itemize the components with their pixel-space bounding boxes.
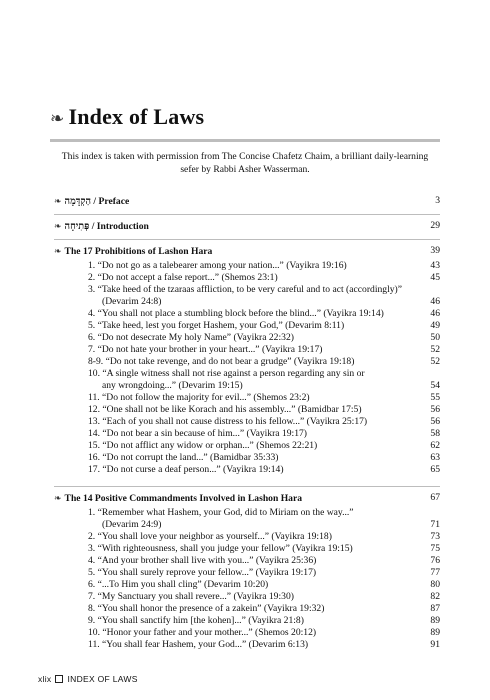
entry-text: 15. “Do not afflict any widow or orphan...” (Shemos 22:21) (88, 440, 318, 451)
entry-text: 11. “Do not follow the majority for evil...” (Shemos 23:2) (88, 392, 310, 403)
entry-text: 6. “Do not desecrate My holy Name” (Vayikra 22:32) (88, 332, 294, 343)
list-item[interactable] (54, 507, 440, 531)
list-item[interactable] (54, 543, 440, 555)
leaf-ornament-icon: ❧ (50, 109, 65, 128)
square-bullet-icon (55, 675, 63, 683)
entry-text: 17. “Do not curse a deaf person...” (Vayikra 19:14) (88, 464, 284, 475)
entry-text: 5. “Take heed, lest you forget Hashem, your God,” (Devarim 8:11) (88, 320, 345, 331)
list-item[interactable] (54, 615, 440, 627)
toc-prohibitions[interactable]: ❧ The 17 Prohibitions of Lashon Hara 39 (54, 242, 440, 260)
page-number: 89 (430, 615, 440, 626)
page-number: 65 (430, 464, 440, 475)
prohibitions-list (54, 260, 440, 476)
list-item[interactable] (54, 567, 440, 579)
page-footer: xlix INDEX OF LAWS (38, 674, 138, 684)
list-item[interactable] (54, 428, 440, 440)
list-item[interactable] (54, 368, 440, 392)
list-item[interactable] (54, 260, 440, 272)
leaf-ornament-icon: ❧ (54, 246, 62, 256)
page-number: 67 (430, 492, 440, 503)
intro-text: This index is taken with permission from The Concise Chafetz Chaim, a brilliant daily-learning sefer by Rabbi Asher Wasserman. (61, 151, 429, 175)
list-item[interactable] (54, 627, 440, 639)
page-number: 49 (430, 320, 440, 331)
list-item[interactable] (54, 555, 440, 567)
entry-text: 3. “With righteousness, shall you judge your fellow” (Vayikra 19:15) (88, 543, 353, 554)
page-number: 43 (430, 260, 440, 271)
toc-introduction[interactable]: ❧ פְּתִיחָה / Introduction 29 (54, 217, 440, 235)
entry-text: 2. “You shall love your neighbor as yourself...” (Vayikra 19:18) (88, 531, 332, 542)
entry-text-continued: (Devarim 24:8) (102, 296, 162, 307)
table-of-contents (54, 192, 440, 651)
list-item[interactable] (54, 440, 440, 452)
list-item[interactable] (54, 356, 440, 368)
divider (54, 239, 440, 240)
page-number: 45 (430, 272, 440, 283)
entry-text: 16. “Do not corrupt the land...” (Bamidbar 35:33) (88, 452, 279, 463)
entry-text: 2. “Do not accept a false report...” (Shemos 23:1) (88, 272, 278, 283)
list-item[interactable] (54, 579, 440, 591)
entry-text: 14. “Do not bear a sin because of him...” (Vayikra 19:17) (88, 428, 307, 439)
list-item[interactable] (54, 404, 440, 416)
page-number: 3 (435, 195, 440, 206)
entry-text-continued: any wrongdoing...” (Devarim 19:15) (102, 380, 243, 391)
entry-text: 13. “Each of you shall not cause distress to his fellow...” (Vayikra 25:17) (88, 416, 368, 427)
leaf-ornament-icon: ❧ (54, 196, 62, 206)
entry-text: 12. “One shall not be like Korach and his assembly...” (Bamidbar 17:5) (88, 404, 362, 415)
page-number: 52 (430, 356, 440, 367)
page-number: 29 (430, 220, 440, 231)
divider (54, 486, 440, 487)
page-number: 75 (430, 543, 440, 554)
list-item[interactable] (54, 416, 440, 428)
page-number: 71 (430, 519, 440, 530)
entry-text: 8. “You shall honor the presence of a zakein” (Vayikra 19:32) (88, 603, 325, 614)
entry-text: 4. “And your brother shall live with you...” (Vayikra 25:36) (88, 555, 317, 566)
page-number: 77 (430, 567, 440, 578)
entry-text: 4. “You shall not place a stumbling block before the blind...” (Vayikra 19:14) (88, 308, 384, 319)
list-item[interactable] (54, 639, 440, 651)
list-item[interactable] (54, 332, 440, 344)
page-title: ❧ Index of Laws (50, 104, 205, 129)
list-item[interactable] (54, 392, 440, 404)
list-item[interactable] (54, 284, 440, 308)
entry-text: 10. “A single witness shall not rise against a person regarding any sin or (88, 368, 365, 379)
page-number: 58 (430, 428, 440, 439)
toc-commandments[interactable]: ❧ The 14 Positive Commandments Involved in Lashon Hara 67 (54, 489, 440, 507)
page-number: 76 (430, 555, 440, 566)
list-item[interactable] (54, 272, 440, 284)
page-number: 91 (430, 639, 440, 650)
divider (54, 214, 440, 215)
entry-text: 7. “Do not hate your brother in your heart...” (Vayikra 19:17) (88, 344, 323, 355)
page-number: 56 (430, 404, 440, 415)
list-item[interactable] (54, 464, 440, 476)
page-number: 46 (430, 308, 440, 319)
page-number: 63 (430, 452, 440, 463)
list-item[interactable] (54, 531, 440, 543)
page-number: 39 (430, 245, 440, 256)
page-number: 80 (430, 579, 440, 590)
list-item[interactable] (54, 603, 440, 615)
page-number: 46 (430, 296, 440, 307)
entry-text: 1. “Remember what Hashem, your God, did to Miriam on the way...” (88, 507, 354, 518)
list-item[interactable] (54, 344, 440, 356)
page-number: 89 (430, 627, 440, 638)
leaf-ornament-icon: ❧ (54, 221, 62, 231)
toc-preface[interactable]: ❧ הַקְדָּמָה / Preface 3 (54, 192, 440, 210)
entry-text: 10. “Honor your father and your mother...” (Shemos 20:12) (88, 627, 317, 638)
page-number: 82 (430, 591, 440, 602)
leaf-ornament-icon: ❧ (54, 493, 62, 503)
title-rule (50, 139, 440, 142)
page-number: 54 (430, 380, 440, 391)
entry-text: 1. “Do not go as a talebearer among your nation...” (Vayikra 19:16) (88, 260, 347, 271)
page-number: 73 (430, 531, 440, 542)
page-number: 87 (430, 603, 440, 614)
entry-text-continued: (Devarim 24:9) (102, 519, 162, 530)
page-number: 50 (430, 332, 440, 343)
list-item[interactable] (54, 308, 440, 320)
page-number: 56 (430, 416, 440, 427)
entry-text: 11. “You shall fear Hashem, your God...” (Devarim 6:13) (88, 639, 309, 650)
page-number: 52 (430, 344, 440, 355)
list-item[interactable] (54, 591, 440, 603)
commandments-list (54, 507, 440, 651)
list-item[interactable] (54, 320, 440, 332)
entry-text: 5. “You shall surely reprove your fellow...” (Vayikra 19:17) (88, 567, 317, 578)
entry-text: 8-9. “Do not take revenge, and do not bear a grudge” (Vayikra 19:18) (88, 356, 355, 367)
page-number: 62 (430, 440, 440, 451)
entry-text: 7. “My Sanctuary you shall revere...” (Vayikra 19:30) (88, 591, 294, 602)
entry-text: 3. “Take heed of the tzaraas affliction, to be very careful and to act (accordingly)” (88, 284, 402, 295)
entry-text: 6. “...To Him you shall cling” (Devarim 10:20) (88, 579, 269, 590)
page-number: 55 (430, 392, 440, 403)
entry-text: 9. “You shall sanctify him [the kohen]...” (Vayikra 21:8) (88, 615, 304, 626)
list-item[interactable] (54, 452, 440, 464)
